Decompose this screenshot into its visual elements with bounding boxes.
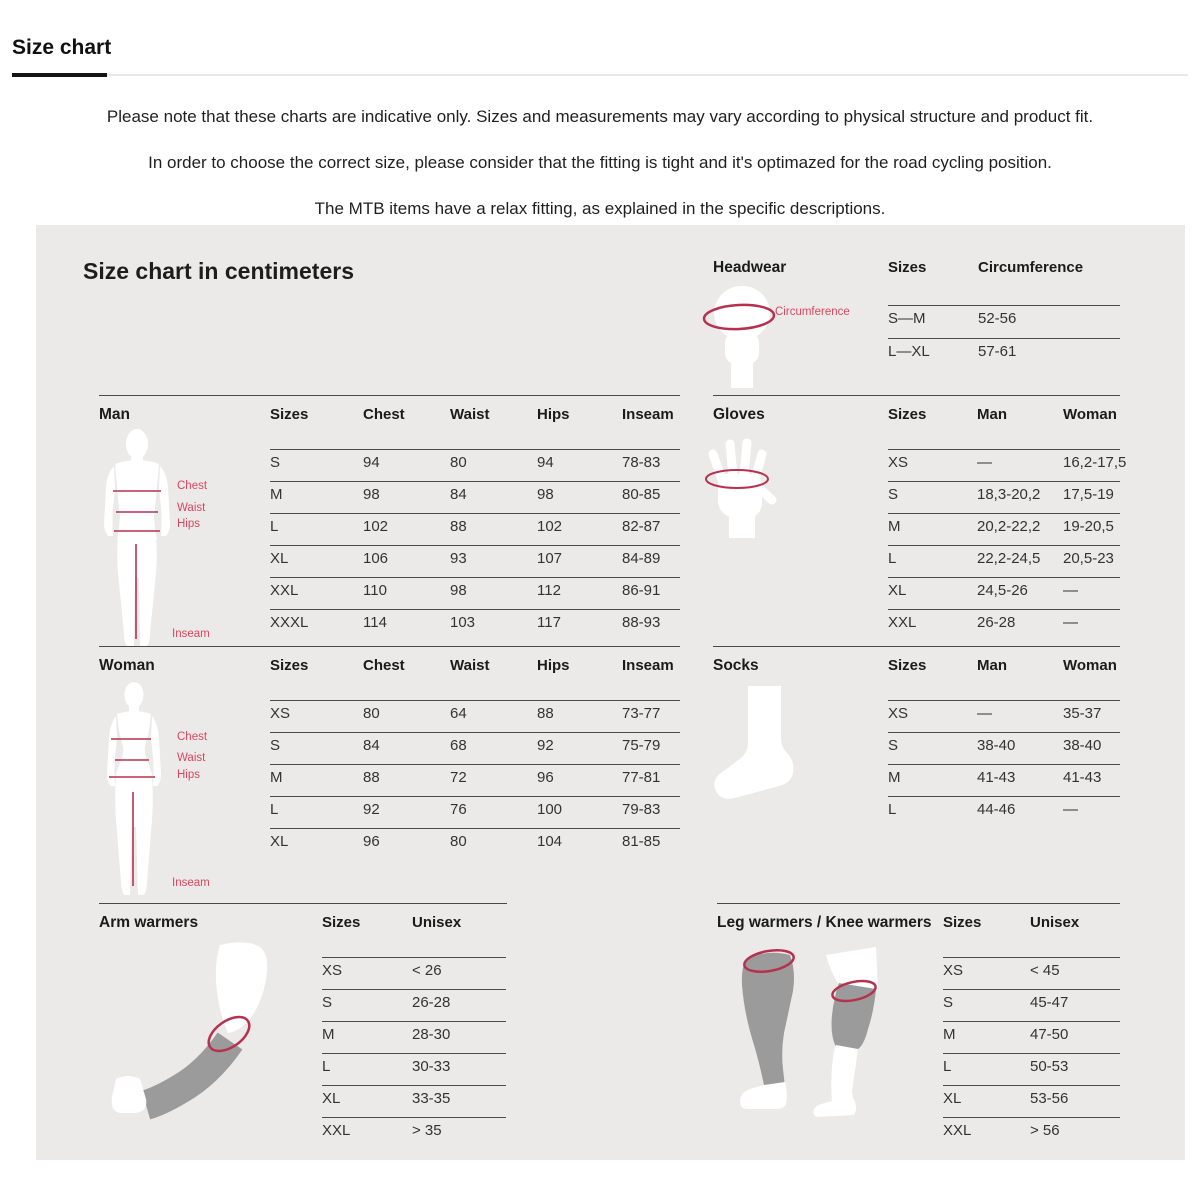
column-header: Waist — [450, 406, 490, 423]
table-row — [943, 989, 1120, 1021]
table-cell: 98 — [363, 486, 380, 503]
table-cell: 82-87 — [622, 518, 661, 535]
table-row — [322, 989, 506, 1021]
head-icon — [705, 286, 777, 388]
table-cell: 73-77 — [622, 705, 661, 722]
title-underline — [12, 73, 1188, 77]
table-cell: 93 — [450, 550, 467, 567]
table-row — [270, 796, 680, 828]
table-row — [888, 764, 1120, 796]
table-row — [888, 513, 1120, 545]
table-cell: L — [270, 801, 279, 818]
table-cell: XXXL — [270, 614, 309, 631]
table-cell: 107 — [537, 550, 563, 567]
table-cell: 72 — [450, 769, 467, 786]
table-cell: 80-85 — [622, 486, 661, 503]
table-cell: 104 — [537, 833, 563, 850]
table-cell: 77-81 — [622, 769, 661, 786]
table-cell: 78-83 — [622, 454, 661, 471]
table-cell: 16,2-17,5 — [1063, 454, 1127, 471]
table-cell: M — [888, 518, 901, 535]
table-cell: 68 — [450, 737, 467, 754]
table-cell: 57-61 — [978, 343, 1017, 360]
size-chart-panel — [36, 225, 1185, 1160]
socks-table — [888, 647, 1120, 828]
note-line: In order to choose the correct size, please consider that the fitting is tight and it's optimazed for the road cycling position. — [148, 153, 1052, 172]
table-cell: 41-43 — [1063, 769, 1102, 786]
column-header: Unisex — [1030, 914, 1080, 931]
column-header: Sizes — [943, 914, 982, 931]
table-cell: 80 — [450, 454, 467, 471]
column-header: Hips — [537, 657, 570, 674]
table-cell: — — [1063, 614, 1078, 631]
table-cell: M — [943, 1026, 956, 1043]
hips-label: Hips — [177, 518, 201, 530]
table-cell: XS — [888, 705, 909, 722]
column-header: Man — [977, 406, 1007, 423]
table-cell: S—M — [888, 310, 926, 327]
column-header: Inseam — [622, 657, 674, 674]
column-header: Man — [977, 657, 1007, 674]
table-cell: > 35 — [412, 1122, 442, 1139]
table-cell: XXL — [270, 582, 299, 599]
table-cell: > 56 — [1030, 1122, 1060, 1139]
column-header: Chest — [363, 406, 405, 423]
woman-figure-icon — [103, 682, 165, 899]
sock-icon — [713, 686, 794, 801]
table-cell: 117 — [537, 614, 561, 631]
table-cell: L—XL — [888, 343, 930, 360]
table-header-row — [888, 647, 1120, 700]
table-row — [270, 609, 680, 641]
table-row — [270, 764, 680, 796]
hips-label: Hips — [177, 769, 201, 781]
title-underline-accent — [12, 73, 107, 77]
column-header: Sizes — [888, 406, 927, 423]
table-row — [888, 305, 1120, 338]
table-cell: M — [888, 769, 901, 786]
divider-line — [12, 74, 1188, 76]
table-cell: 88 — [537, 705, 554, 722]
table-cell: 94 — [363, 454, 380, 471]
table-row — [888, 609, 1120, 641]
table-cell: 26-28 — [412, 994, 451, 1011]
table-cell: 84 — [450, 486, 467, 503]
table-cell: 76 — [450, 801, 467, 818]
table-header-row — [270, 647, 680, 700]
table-cell: 20,5-23 — [1063, 550, 1114, 567]
table-header-row — [270, 396, 680, 449]
gloves-table — [888, 396, 1127, 641]
table-row — [888, 449, 1127, 481]
table-cell: XL — [270, 833, 289, 850]
table-cell: 53-56 — [1030, 1090, 1069, 1107]
table-cell: M — [322, 1026, 335, 1043]
table-row — [943, 1117, 1120, 1149]
table-cell: 110 — [363, 582, 387, 599]
table-cell: XL — [943, 1090, 962, 1107]
table-cell: 22,2-24,5 — [977, 550, 1041, 567]
section-man — [99, 395, 680, 646]
table-cell: XL — [270, 550, 289, 567]
column-header: Unisex — [412, 914, 462, 931]
page-title: Size chart — [12, 36, 112, 59]
table-cell: 84-89 — [622, 550, 661, 567]
inseam-label: Inseam — [172, 877, 210, 889]
table-cell: XL — [322, 1090, 341, 1107]
table-cell: 92 — [363, 801, 380, 818]
table-cell: 20,2-22,2 — [977, 518, 1041, 535]
leg-warmers-table — [943, 904, 1120, 1149]
table-row — [943, 957, 1120, 989]
table-cell: — — [977, 705, 992, 722]
table-cell: S — [943, 994, 954, 1011]
chest-label: Chest — [177, 731, 208, 743]
table-cell: — — [977, 454, 992, 471]
table-row — [888, 481, 1120, 513]
table-cell: L — [888, 801, 897, 818]
table-row — [322, 1021, 506, 1053]
man-figure-icon — [99, 428, 175, 650]
table-cell: 30-33 — [412, 1058, 451, 1075]
column-header: Chest — [363, 657, 405, 674]
man-table — [270, 396, 680, 641]
column-header: Circumference — [978, 259, 1084, 276]
table-cell: S — [270, 454, 281, 471]
section-socks — [713, 646, 1120, 903]
table-row — [322, 1085, 506, 1117]
table-row — [322, 957, 506, 989]
table-header-row — [322, 904, 506, 957]
table-cell: L — [943, 1058, 952, 1075]
table-cell: 19-20,5 — [1063, 518, 1114, 535]
woman-table — [270, 647, 680, 860]
table-cell: 45-47 — [1030, 994, 1069, 1011]
table-cell: 94 — [537, 454, 554, 471]
section-headwear — [713, 249, 1120, 395]
table-cell: 102 — [363, 518, 389, 535]
table-row — [888, 545, 1120, 577]
table-cell: M — [270, 486, 283, 503]
table-cell: 35-37 — [1063, 705, 1102, 722]
section-title: Gloves — [713, 406, 765, 423]
table-cell: 47-50 — [1030, 1026, 1069, 1043]
table-cell: 18,3-20,2 — [977, 486, 1041, 503]
table-cell: 102 — [537, 518, 563, 535]
table-row — [888, 577, 1120, 609]
waist-label: Waist — [177, 752, 206, 764]
table-cell: L — [270, 518, 279, 535]
table-row — [888, 796, 1120, 828]
column-header: Waist — [450, 657, 490, 674]
glove-hand-icon — [705, 438, 775, 538]
section-woman — [99, 646, 680, 903]
table-cell: S — [270, 737, 281, 754]
table-cell: S — [888, 486, 899, 503]
table-cell: 96 — [363, 833, 380, 850]
table-cell: 38-40 — [1063, 737, 1102, 754]
column-header: Inseam — [622, 406, 674, 423]
inseam-label: Inseam — [172, 628, 210, 640]
note-line: The MTB items have a relax fitting, as explained in the specific descriptions. — [314, 199, 886, 218]
column-header: Sizes — [888, 259, 927, 276]
section-title: Socks — [713, 657, 759, 674]
table-cell: L — [888, 550, 897, 567]
table-row — [888, 700, 1120, 732]
table-row — [322, 1117, 506, 1149]
table-row — [270, 577, 680, 609]
column-header: Sizes — [270, 657, 309, 674]
page-header — [0, 0, 1200, 77]
table-cell: 52-56 — [978, 310, 1017, 327]
table-row — [270, 481, 680, 513]
column-header: Woman — [1063, 406, 1117, 423]
table-cell: XXL — [888, 614, 917, 631]
table-cell: 24,5-26 — [977, 582, 1028, 599]
column-header: Sizes — [888, 657, 927, 674]
circumference-label: Circumference — [775, 306, 850, 318]
table-cell: XL — [888, 582, 907, 599]
table-cell: 81-85 — [622, 833, 661, 850]
table-cell: XS — [270, 705, 291, 722]
table-cell: 44-46 — [977, 801, 1016, 818]
table-cell: XXL — [322, 1122, 351, 1139]
table-cell: 41-43 — [977, 769, 1016, 786]
table-row — [270, 828, 680, 860]
table-cell: 88 — [450, 518, 467, 535]
section-leg-warmers — [717, 903, 1120, 1159]
table-cell: 88 — [363, 769, 380, 786]
table-cell: XS — [888, 454, 909, 471]
section-title: Leg warmers / Knee warmers — [717, 914, 932, 931]
table-cell: 114 — [363, 614, 387, 631]
table-header-row — [888, 249, 1120, 305]
table-cell: 75-79 — [622, 737, 661, 754]
table-cell: 64 — [450, 705, 467, 722]
table-header-row — [943, 904, 1120, 957]
column-header: Woman — [1063, 657, 1117, 674]
table-cell: < 45 — [1030, 962, 1060, 979]
table-row — [270, 700, 680, 732]
table-row — [270, 545, 680, 577]
table-cell: 80 — [363, 705, 380, 722]
table-cell: 98 — [450, 582, 467, 599]
table-row — [322, 1053, 506, 1085]
table-cell: L — [322, 1058, 331, 1075]
waist-label: Waist — [177, 502, 206, 514]
table-cell: S — [322, 994, 333, 1011]
table-row — [270, 449, 680, 481]
column-header: Sizes — [270, 406, 309, 423]
table-cell: 112 — [537, 582, 561, 599]
table-cell: 86-91 — [622, 582, 661, 599]
table-cell: 96 — [537, 769, 554, 786]
table-row — [270, 513, 680, 545]
headwear-table — [888, 249, 1120, 371]
arm-warmers-table — [322, 904, 506, 1149]
table-cell: XS — [943, 962, 964, 979]
table-cell: 80 — [450, 833, 467, 850]
table-cell: 33-35 — [412, 1090, 451, 1107]
table-cell: 79-83 — [622, 801, 661, 818]
table-cell: 17,5-19 — [1063, 486, 1114, 503]
section-title: Man — [99, 406, 130, 423]
note-line: Please note that these charts are indicative only. Sizes and measurements may vary according to physical structure and product fit. — [106, 107, 1094, 126]
section-title: Headwear — [713, 259, 787, 276]
table-row — [943, 1021, 1120, 1053]
table-cell: 38-40 — [977, 737, 1016, 754]
table-cell: S — [888, 737, 899, 754]
table-header-row — [888, 396, 1120, 449]
table-row — [888, 732, 1120, 764]
table-cell: 84 — [363, 737, 380, 754]
table-cell: XXL — [943, 1122, 972, 1139]
table-cell: 92 — [537, 737, 554, 754]
table-row — [943, 1053, 1120, 1085]
column-header: Sizes — [322, 914, 361, 931]
table-cell: — — [1063, 582, 1078, 599]
section-gloves — [713, 395, 1127, 646]
table-cell: M — [270, 769, 283, 786]
section-title: Arm warmers — [99, 914, 199, 931]
table-row — [270, 732, 680, 764]
panel-title: Size chart in centimeters — [83, 258, 354, 284]
table-cell: 26-28 — [977, 614, 1016, 631]
section-arm-warmers — [99, 903, 507, 1159]
table-cell: 88-93 — [622, 614, 661, 631]
table-cell: 50-53 — [1030, 1058, 1069, 1075]
table-cell: 103 — [450, 614, 476, 631]
arm-warmer-icon — [108, 941, 272, 1116]
table-cell: XS — [322, 962, 343, 979]
chest-label: Chest — [177, 480, 208, 492]
column-header: Hips — [537, 406, 570, 423]
table-cell: 98 — [537, 486, 554, 503]
table-cell: 100 — [537, 801, 563, 818]
table-row — [888, 338, 1120, 371]
table-row — [943, 1085, 1120, 1117]
section-title: Woman — [99, 657, 155, 674]
disclaimer-notes — [0, 107, 1200, 219]
table-cell: — — [1063, 801, 1078, 818]
table-cell: 106 — [363, 550, 389, 567]
table-cell: < 26 — [412, 962, 442, 979]
table-cell: 28-30 — [412, 1026, 451, 1043]
leg-knee-warmer-icon — [738, 947, 878, 1119]
